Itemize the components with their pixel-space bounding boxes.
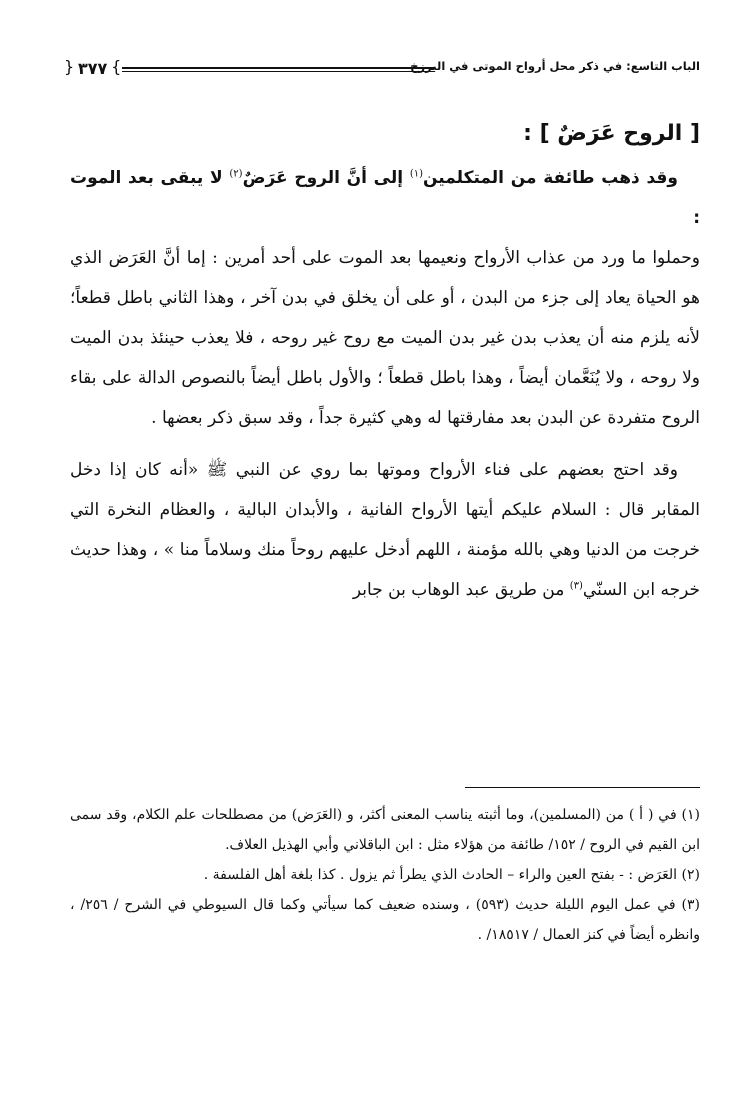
running-header [70,55,700,85]
footnote-number: (١) [681,807,701,823]
paragraph-3 [70,450,700,610]
footnote-1 [70,800,700,860]
paragraph-3-text-a: وقد احتج بعضهم على فناء الأرواح وموتها بما روي عن النبي ﷺ «أنه كان إذا دخل المقابر قال : السلام عليكم أيتها الأرواح الفانية ، والأبدان البالية ، والعظام النخرة التي خرجت من الدنيا وهي بالله مؤمنة ، اللهم أدخل عليهم روحاً منك وسلاماً منا » ، وهذا حديث خرجه ابن السنّي [70,460,700,600]
footnote-2 [70,860,700,890]
footnote-text: في عمل اليوم الليلة حديث (٥٩٣) ، وسنده ضعيف كما سيأتي وكما قال السيوطي في الشرح / ٢٥٦/ ، وانظره أيضاً في كنز العمال / ١٨٥١٧/ . [70,897,700,943]
footnote-separator [465,787,700,788]
paragraph-1-tail: لا يبقى بعد الموت : [70,168,700,228]
section-heading: [ الروح عَرَضٌ ] : [523,121,700,146]
paragraph-1-lead: وقد ذهب طائفة من المتكلمين [423,168,678,188]
paragraph-3-text-b: من طريق عبد الوهاب بن جابر [352,580,570,600]
footnote-number: (٣) [681,897,700,913]
page-number: { ٣٧٧ } [70,55,115,83]
footnotes [70,800,700,950]
footnote-3 [70,890,700,950]
paragraph-1-mid: إلى أنَّ الروح عَرَضٌ [242,168,410,188]
footnote-ref-2: (٢) [229,168,243,180]
paragraph-1 [70,158,700,238]
footnote-text: في ( أ ) من (المسلمين)، وما أثبته يناسب المعنى أكثر، و (العَرَض) من مصطلحات علم الكلام، وقد سمى ابن القيم في الروح / ١٥٢/ طائفة من هؤلاء مثل : ابن الباقلاني وأبي الهذيل العلاف. [70,807,700,853]
footnote-ref-1: (١) [409,168,423,180]
main-text [70,112,700,610]
footnote-ref-3: (٣) [569,580,583,592]
footnote-number: (٢) [681,867,700,883]
footnote-text: العَرَض : - بفتح العين والراء – الحادث الذي يطرأ ثم يزول . كذا بلغة أهل الفلسفة . [203,867,678,883]
paragraph-2: وحملوا ما ورد من عذاب الأرواح ونعيمها بعد الموت على أحد أمرين : إما أنَّ العَرَض الذي هو الحياة يعاد إلى جزء من البدن ، أو على أن يخلق في بدن آخر ، وهذا الثاني باطل قطعاً؛ لأنه يلزم منه أن يعذب بدن غير بدن الميت مع روح غير روحه ، فلا يعذب حينئذ بدن الميت ولا روحه ، ولا يُنَعَّمان أيضاً ، وهذا باطل قطعاً ؛ والأول باطل أيضاً بالنصوص الدالة على بقاء الروح متفردة عن البدن بعد مفارقتها له وهي كثيرة جداً ، وقد سبق ذكر بعضها . [70,248,700,428]
chapter-title: الباب التاسع: في ذكر محل أرواح الموتى في البرزخ [410,59,700,73]
header-rule [122,67,435,72]
